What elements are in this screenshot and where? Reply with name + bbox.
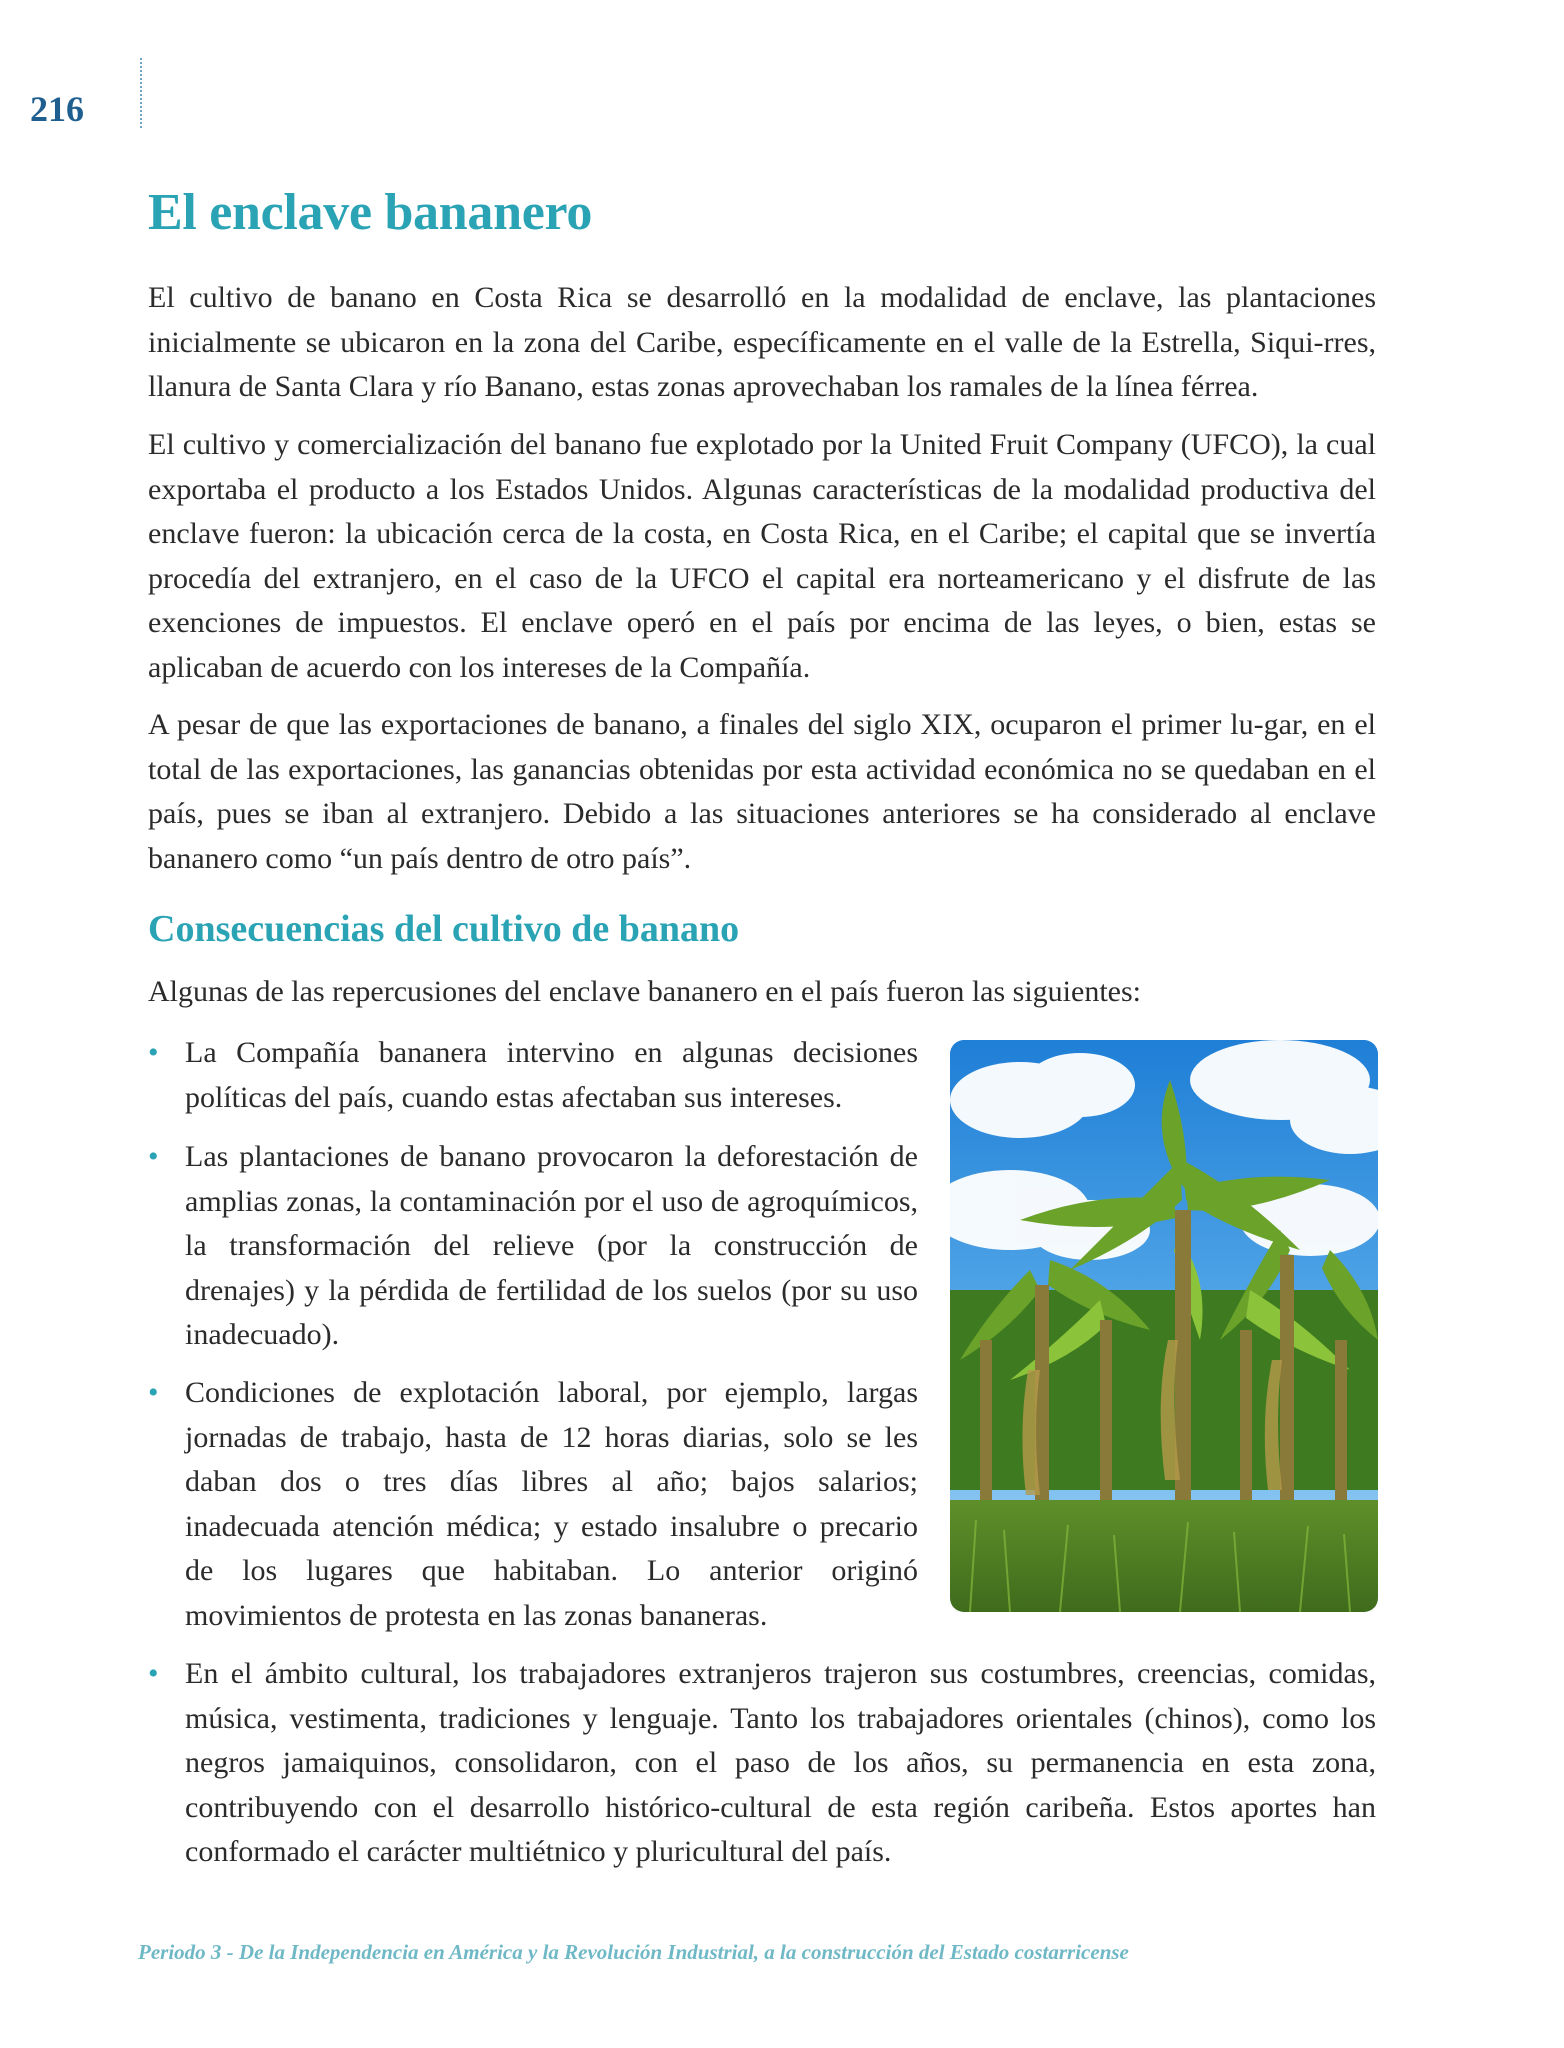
bullet-text: La Compañía bananera intervino en algunas decisiones políticas del país, cuando estas afectaban sus intereses. — [185, 1036, 918, 1114]
bullet-item-3 — [148, 1371, 918, 1638]
bullet-text: Las plantaciones de banano provocaron la deforestación de amplias zonas, la contaminación por el uso de agroquímicos, la transformación del relieve (por la construcción de drenajes) y la pérdida de fertilidad de los suelos (por su uso inadecuado). — [185, 1140, 918, 1351]
bullet-text: En el ámbito cultural, los trabajadores extranjeros trajeron sus costumbres, creencias, comidas, música, vestimenta, tradiciones y lenguaje. Tanto los trabajadores orientales (chinos), como los negros jamaiquinos, consolidaron, con el paso de los años, su permanencia en esta zona, contribuyendo con el desarrollo histórico-cultural de esta región caribeña. Estos aportes han conformado el carácter multiétnico y pluricultural del país. — [185, 1657, 1376, 1868]
bullet-text: Condiciones de explotación laboral, por ejemplo, largas jornadas de trabajo, hasta de 12 horas diarias, solo se les daban dos o tres días libres al año; bajos salarios; inadecuada atención médica; y estado insalubre o precario de los lugares que habitaban. Lo anterior originó movimientos de protesta en las zonas bananeras. — [185, 1376, 918, 1632]
page-title: El enclave bananero — [148, 184, 593, 241]
banana-plantation-photo — [950, 1040, 1378, 1612]
section-intro: Algunas de las repercusiones del enclave bananero en el país fueron las siguientes: — [148, 975, 1141, 1008]
bullet-icon: • — [148, 1376, 159, 1409]
page-number-rule — [140, 58, 142, 128]
paragraph-1: El cultivo de banano en Costa Rica se desarrolló en la modalidad de enclave, las plantaciones inicialmente se ubicaron en la zona del Caribe, específicamente en el valle de la Estrella, Siqui-rres, llanura de Santa Clara y río Banano, estas zonas aprovechaban los ramales de la línea férrea. — [148, 281, 1376, 403]
paragraph-2: El cultivo y comercialización del banano fue explotado por la United Fruit Company (UFCO), la cual exportaba el producto a los Estados Unidos. Algunas características de la modalidad productiva del enclave fueron: la ubicación cerca de la costa, en Costa Rica, en el Caribe; el capital que se invertía procedía del extranjero, en el caso de la UFCO el capital era norteamericano y el disfrute de las exenciones de impuestos. El enclave operó en el país por encima de las leyes, o bien, estas se aplicaban de acuerdo con los intereses de la Compañía. — [148, 428, 1376, 684]
page-footer: Periodo 3 - De la Independencia en América y la Revolución Industrial, a la construcción del Estado costarricense — [138, 1940, 1129, 1964]
bullet-item-4 — [148, 1652, 1376, 1875]
bullet-icon: • — [148, 1036, 159, 1069]
paragraph-3: A pesar de que las exportaciones de banano, a finales del siglo XIX, ocuparon el primer lu-gar, en el total de las exportaciones, las ganancias obtenidas por esta actividad económica no se quedaban en el país, pues se iban al extranjero. Debido a las situaciones anteriores se ha considerado al enclave bananero como “un país dentro de otro país”. — [148, 708, 1376, 875]
page-number: 216 — [30, 89, 84, 129]
section-subtitle: Consecuencias del cultivo de banano — [148, 908, 740, 950]
bullet-icon: • — [148, 1657, 159, 1690]
bullet-item-1 — [148, 1031, 918, 1120]
bullet-icon: • — [148, 1140, 159, 1173]
bullet-item-2 — [148, 1135, 918, 1358]
